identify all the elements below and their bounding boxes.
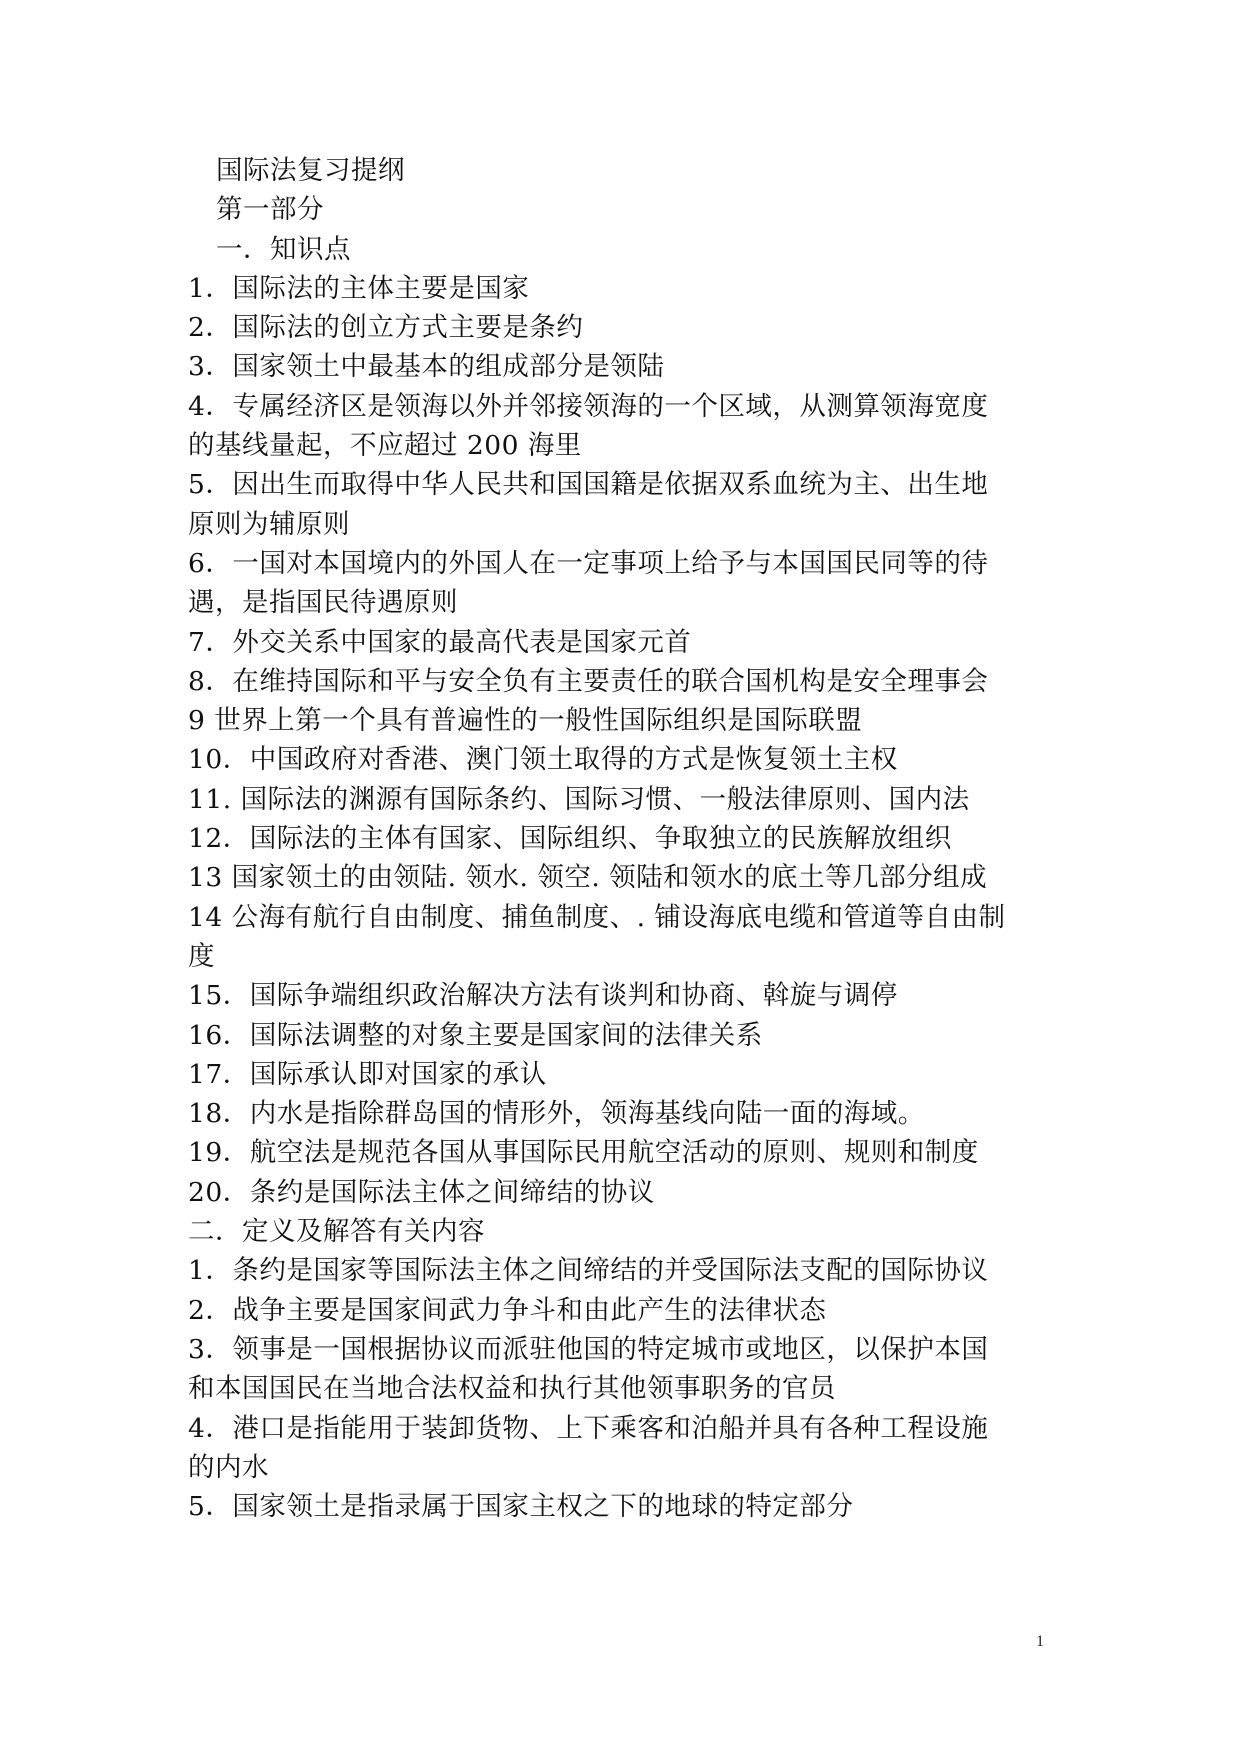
list-item: 6．一国对本国境内的外国人在一定事项上给予与本国国民同等的待 xyxy=(188,547,989,579)
list-item: 8．在维持国际和平与安全负有主要责任的联合国机构是安全理事会 xyxy=(188,665,989,697)
document-title: 国际法复习提纲 xyxy=(216,155,405,186)
list-item: 4．港口是指能用于装卸货物、上下乘客和泊船并具有各种工程设施 xyxy=(188,1412,989,1444)
list-item: 1．国际法的主体主要是国家 xyxy=(188,272,530,304)
list-item: 18．内水是指除群岛国的情形外，领海基线向陆一面的海域。 xyxy=(188,1098,925,1130)
list-item: 19．航空法是规范各国从事国际民用航空活动的原则、规则和制度 xyxy=(188,1137,979,1169)
list-item: 20．条约是国际法主体之间缔结的协议 xyxy=(188,1176,655,1208)
list-item: 2．国际法的创立方式主要是条约 xyxy=(188,312,584,344)
list-item: 13 国家领土的由领陆. 领水. 领空. 领陆和领水的底土等几部分组成 xyxy=(188,862,988,894)
list-item: 3．国家领土中最基本的组成部分是领陆 xyxy=(188,351,665,383)
list-item: 7．外交关系中国家的最高代表是国家元首 xyxy=(188,626,692,658)
list-item: 14 公海有航行自由制度、捕鱼制度、. 铺设海底电缆和管道等自由制 xyxy=(188,901,1006,933)
part-heading: 第一部分 xyxy=(216,194,324,226)
list-item: 17．国际承认即对国家的承认 xyxy=(188,1058,547,1090)
list-item: 4．专属经济区是领海以外并邻接领海的一个区域，从测算领海宽度 xyxy=(188,390,989,422)
section-heading-knowledge-points: 一．知识点 xyxy=(216,233,351,265)
list-item: 3．领事是一国根据协议而派驻他国的特定城市或地区，以保护本国 xyxy=(188,1333,989,1365)
page-number: 1 xyxy=(1036,1633,1044,1650)
list-item: 15．国际争端组织政治解决方法有谈判和协商、斡旋与调停 xyxy=(188,980,898,1012)
list-item: 9 世界上第一个具有普遍性的一般性国际组织是国际联盟 xyxy=(188,705,863,737)
definitions-list xyxy=(188,1251,1058,1526)
list-item: 1．条约是国家等国际法主体之间缔结的并受国际法支配的国际协议 xyxy=(188,1255,989,1287)
list-item-continuation: 和本国国民在当地合法权益和执行其他领事职务的官员 xyxy=(188,1373,836,1405)
list-item-continuation: 的基线量起，不应超过 200 海里 xyxy=(188,430,582,462)
list-item: 2．战争主要是国家间武力争斗和由此产生的法律状态 xyxy=(188,1294,827,1326)
list-item: 16．国际法调整的对象主要是国家间的法律关系 xyxy=(188,1019,763,1051)
section-heading-definitions: 二．定义及解答有关内容 xyxy=(188,1216,485,1248)
list-item: 5．因出生而取得中华人民共和国国籍是依据双系血统为主、出生地 xyxy=(188,469,989,501)
list-item-continuation: 原则为辅原则 xyxy=(188,508,350,540)
list-item-continuation: 的内水 xyxy=(188,1451,269,1483)
list-item-continuation: 度 xyxy=(188,940,215,972)
list-item: 5．国家领土是指录属于国家主权之下的地球的特定部分 xyxy=(188,1491,854,1523)
list-item-continuation: 遇，是指国民待遇原则 xyxy=(188,587,458,619)
knowledge-points-list xyxy=(188,269,1058,1212)
list-item: 11. 国际法的渊源有国际条约、国际习惯、一般法律原则、国内法 xyxy=(188,783,970,815)
list-item: 12．国际法的主体有国家、国际组织、争取独立的民族解放组织 xyxy=(188,823,952,855)
list-item: 10．中国政府对香港、澳门领土取得的方式是恢复领土主权 xyxy=(188,744,898,776)
document-body xyxy=(188,151,1058,1526)
